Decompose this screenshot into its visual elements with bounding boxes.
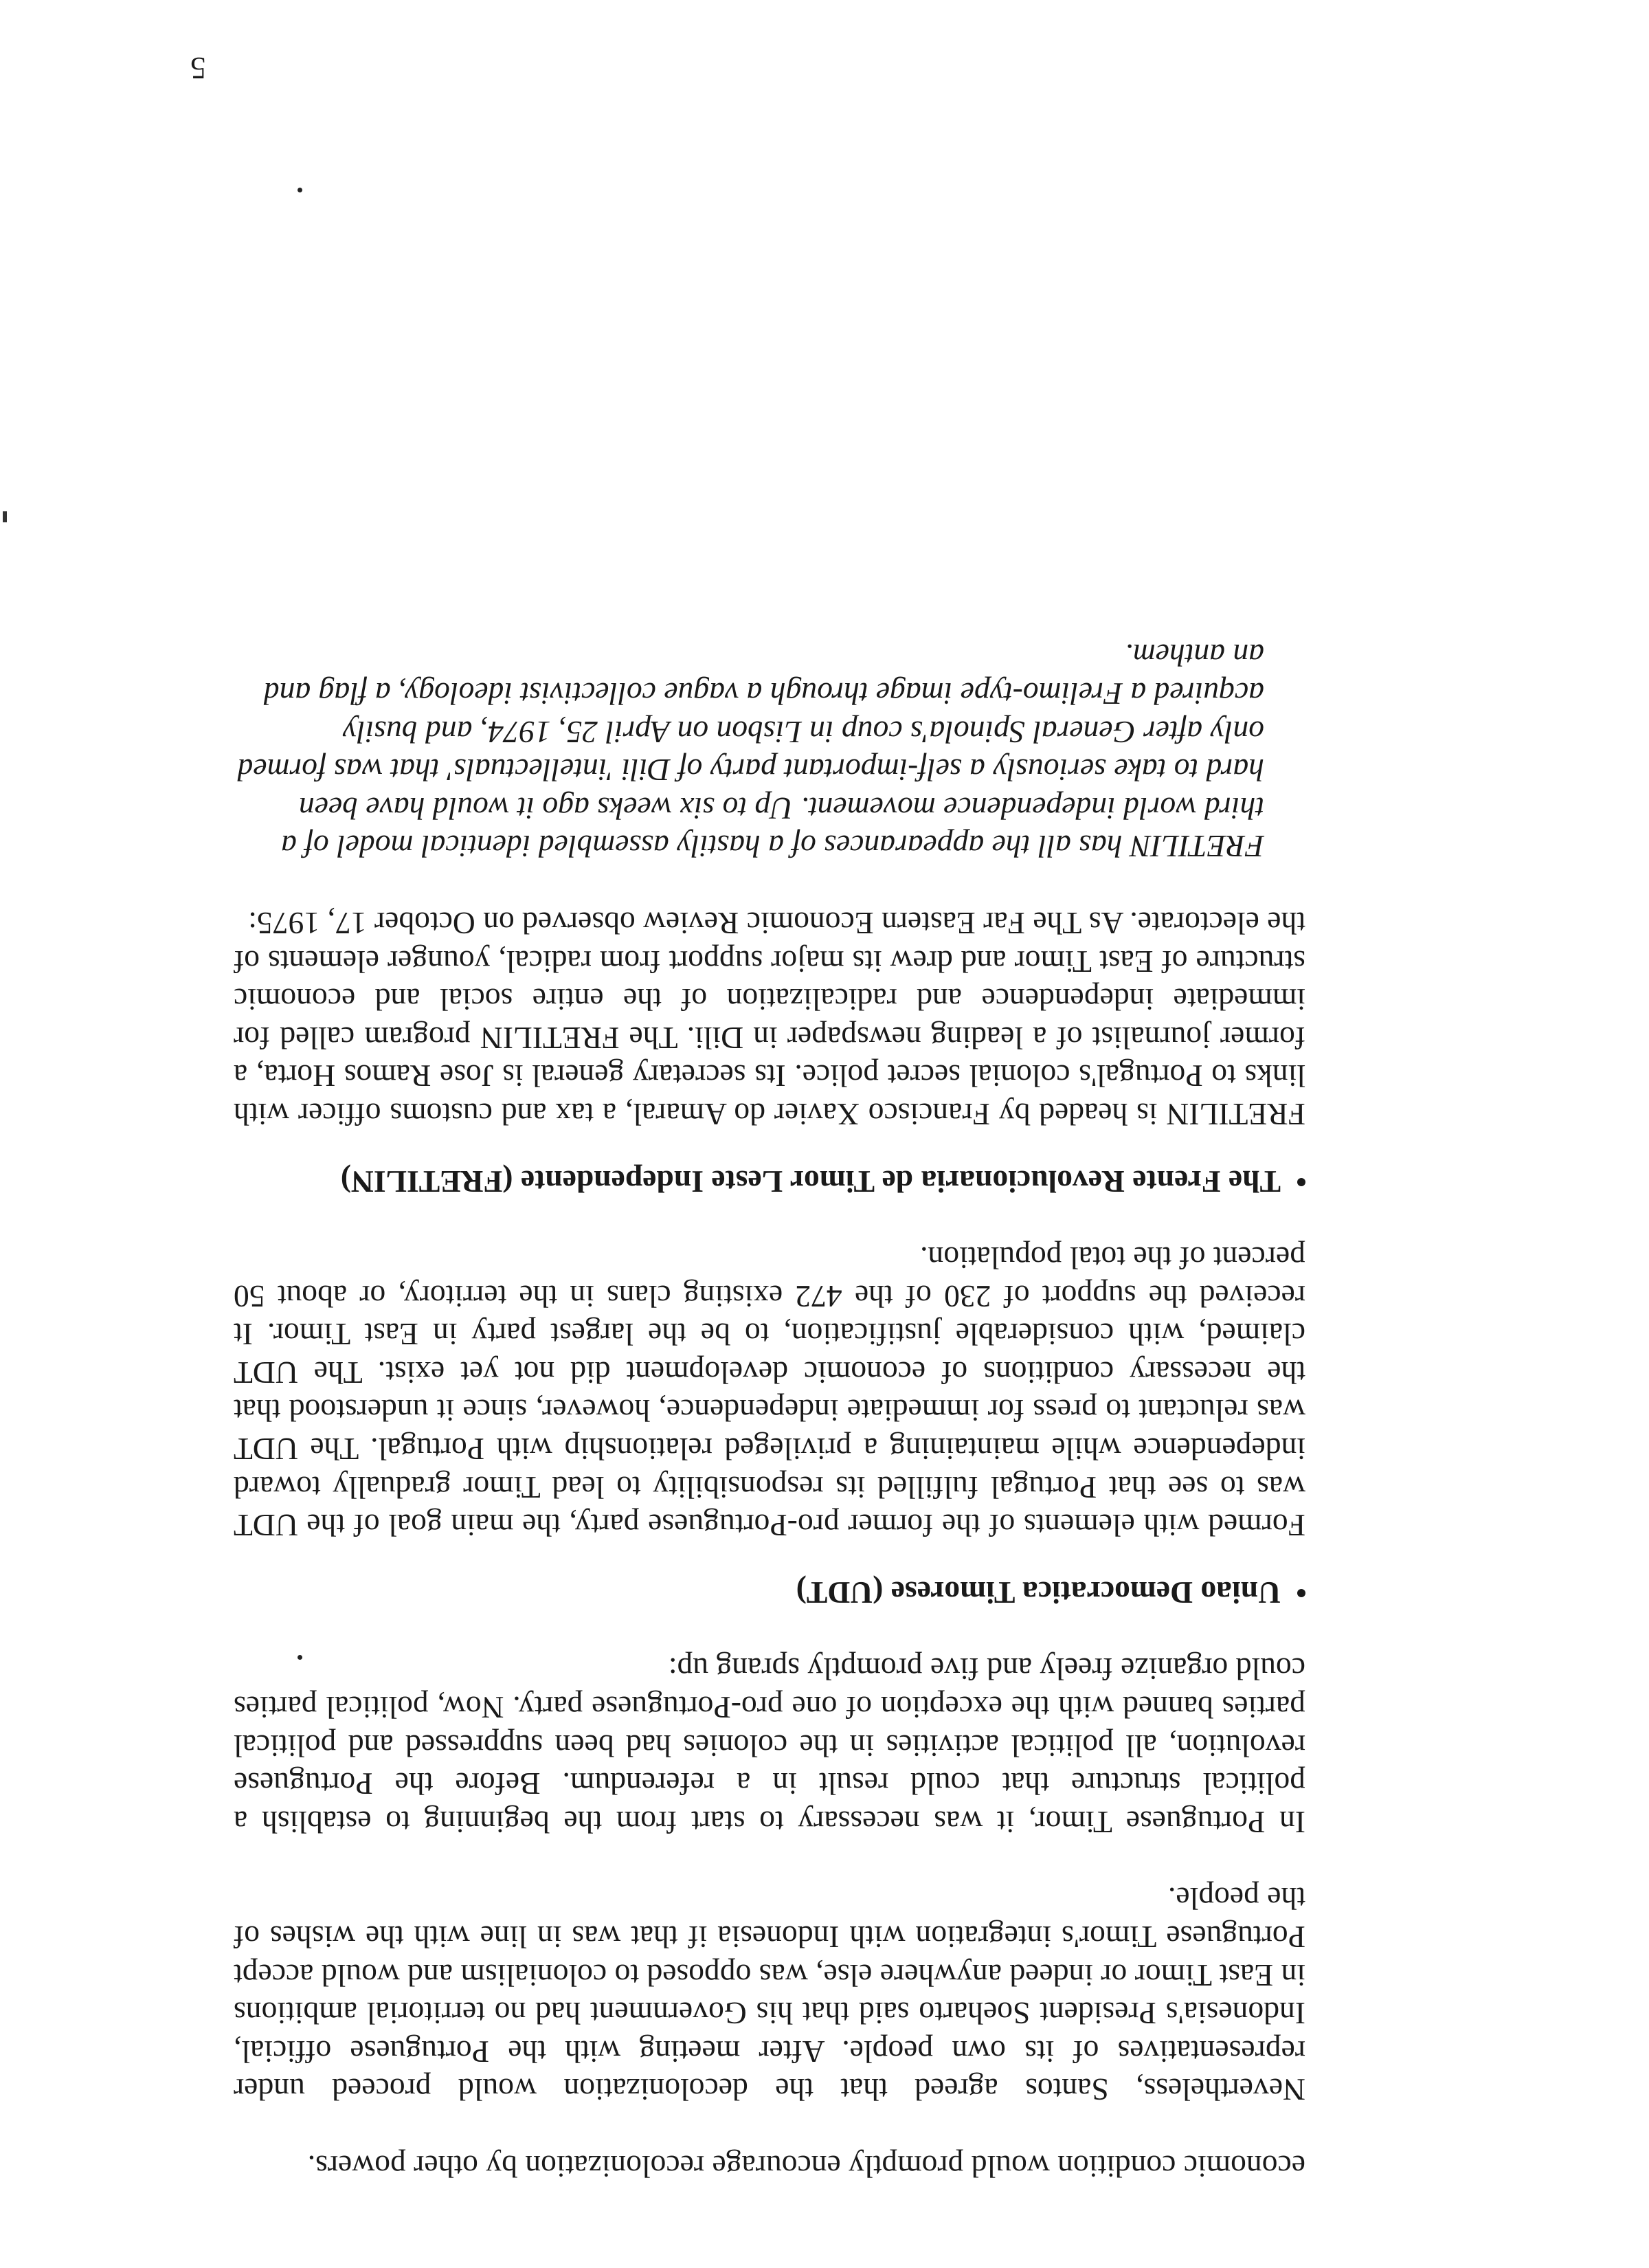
paragraph-fretilin: FRETILIN is headed by Francisco Xavier do Amaral, a tax and customs officer with links to Portugal's colonial secret police. Its secretary general is Jose Ramos Horta, a former journalist of a leading newspaper in Dili. The FRETILIN program called for immediate independence and radicalization of the entire social and economic structure of East Timor and drew its major support from radical, younger elements of the electorate. As The Far Eastern Economic Review observed on October 17, 1975: — [234, 905, 1305, 1132]
bullet-icon — [1297, 1589, 1305, 1597]
block-quote-feer: FRETILIN has all the appearances of a hastily assembled identical model of a third world independence movement. Up to six weeks ago it would have been hard to take seriously a self-important party of Dili 'intellectuals' that was formed only after General Spinola's coup in Lisbon on April 25, 1974, and busily acquired a Frelimo-type image through a vague collectivist ideology, a flag and an anthem. — [237, 638, 1264, 865]
section-heading-fretilin — [234, 1162, 1305, 1201]
paragraph-udt: Formed with elements of the former pro-Portuguese party, the main goal of the UDT was to see that Portugal fulfilled its responsibility to lead Timor gradually toward independence while maintaining a privileged relationship with Portugal. The UDT was reluctant to press for immediate independence, however, since it understood that the necessary conditions of economic development did not yet exist. The UDT claimed, with considerable justification, to be the largest party in East Timor. It received the support of 230 of the 472 existing clans in the territory, or about 50 percent of the total population. — [234, 1241, 1305, 1544]
page-number: 5 — [190, 51, 206, 86]
section-heading-fretilin-text: The Frente Revolucionaria de Timor Leste Independente (FRETILIN) — [340, 1164, 1281, 1199]
paragraph-recolonization: economic condition would promptly encourage recolonization by other powers. — [307, 2149, 1305, 2184]
scan-speck — [298, 188, 302, 192]
document-body — [234, 609, 1305, 2186]
scan-edge-mark — [3, 511, 7, 522]
paragraph-soeharto: Nevertheless, Santos agreed that the decolonization would proceed under representatives of its own people. After meeting with the Portuguese official, Indonesia's President Soeharto said that his Government had no territorial ambitions in East Timor or indeed anywhere else, was opposed to colonialism and would accept Portuguese Timor's integration with Indonesia if that was in line with the wishes of the people. — [234, 1881, 1305, 2108]
scan-speck — [298, 1655, 302, 1660]
section-heading-udt — [234, 1573, 1305, 1612]
bullet-icon — [1297, 1178, 1305, 1186]
section-heading-udt-text: Uniao Democratica Timorese (UDT) — [796, 1575, 1281, 1610]
paragraph-political-structure: In Portuguese Timor, it was necessary to start from the beginning to establish a political structure that could result in a referendum. Before the Portuguese revolution, all political activities in the colonies had been suppressed and political parties banned with the exception of one pro-Portuguese party. Now, political parties could organize freely and five promptly sprang up: — [234, 1652, 1305, 1840]
